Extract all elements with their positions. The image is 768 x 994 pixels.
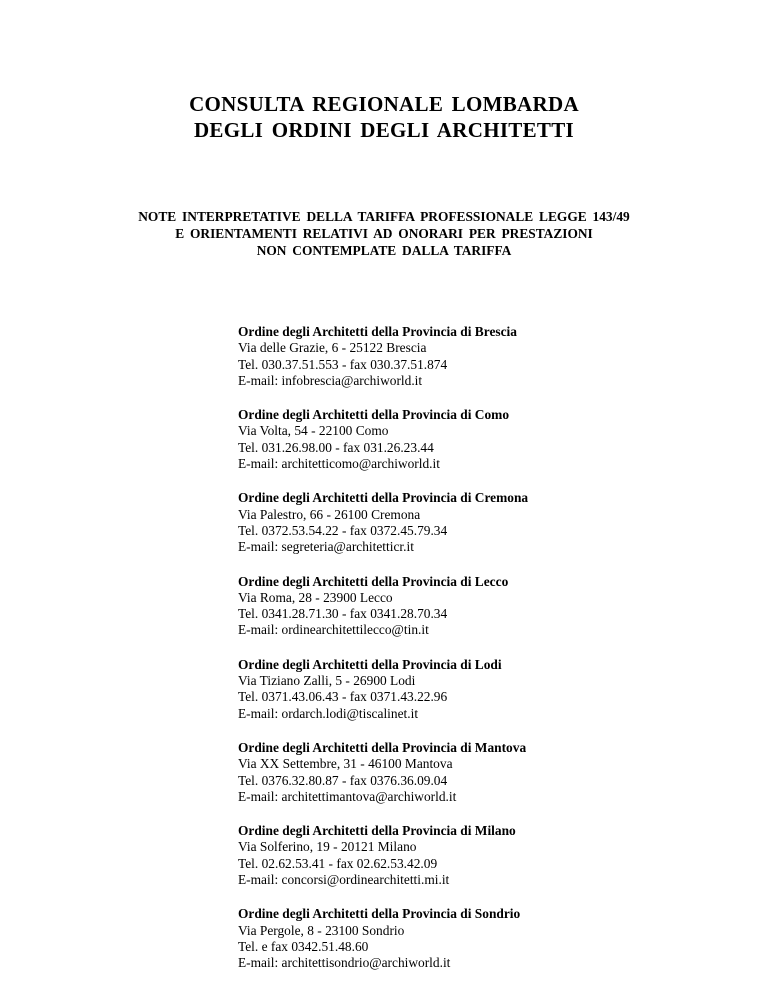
office-address: Via delle Grazie, 6 - 25122 Brescia xyxy=(238,340,427,356)
office-entry xyxy=(238,490,718,555)
office-address: Via Tiziano Zalli, 5 - 26900 Lodi xyxy=(238,673,416,689)
office-phone: Tel. 02.62.53.41 - fax 02.62.53.42.09 xyxy=(238,855,438,871)
office-phone: Tel. 0341.28.71.30 - fax 0341.28.70.34 xyxy=(238,606,448,622)
office-entry xyxy=(238,906,718,971)
office-email: E-mail: ordarch.lodi@tiscalinet.it xyxy=(238,705,419,721)
office-email: E-mail: architetticomo@archiworld.it xyxy=(238,456,440,472)
office-phone: Tel. e fax 0342.51.48.60 xyxy=(238,938,369,954)
document-title xyxy=(0,91,768,143)
office-phone: Tel. 030.37.51.553 - fax 030.37.51.874 xyxy=(238,356,448,372)
office-email: E-mail: architettisondrio@archiworld.it xyxy=(238,955,451,971)
office-entry xyxy=(238,657,718,722)
office-email: E-mail: architettimantova@archiworld.it xyxy=(238,788,457,804)
office-phone: Tel. 0372.53.54.22 - fax 0372.45.79.34 xyxy=(238,522,448,538)
office-name: Ordine degli Architetti della Provincia di Mantova xyxy=(238,739,527,755)
office-entry xyxy=(238,324,718,389)
title-line: DEGLI ORDINI DEGLI ARCHITETTI xyxy=(193,118,575,142)
office-entry xyxy=(238,823,718,888)
office-email: E-mail: concorsi@ordinearchitetti.mi.it xyxy=(238,872,450,888)
office-phone: Tel. 0376.32.80.87 - fax 0376.36.09.04 xyxy=(238,772,448,788)
office-entry xyxy=(238,407,718,472)
office-address: Via Solferino, 19 - 20121 Milano xyxy=(238,839,417,855)
subtitle-line: NON CONTEMPLATE DALLA TARIFFA xyxy=(256,243,512,258)
document-subtitle xyxy=(0,208,768,259)
title-line: CONSULTA REGIONALE LOMBARDA xyxy=(189,92,579,116)
office-email: E-mail: infobrescia@archiworld.it xyxy=(238,372,423,388)
subtitle-line: NOTE INTERPRETATIVE DELLA TARIFFA PROFESSIONALE LEGGE 143/49 xyxy=(138,209,630,224)
office-address: Via Roma, 28 - 23900 Lecco xyxy=(238,589,393,605)
office-address: Via Volta, 54 - 22100 Como xyxy=(238,423,389,439)
office-name: Ordine degli Architetti della Provincia di Milano xyxy=(238,823,516,839)
office-list xyxy=(238,324,718,990)
office-name: Ordine degli Architetti della Provincia di Brescia xyxy=(238,324,517,339)
office-name: Ordine degli Architetti della Provincia di Lodi xyxy=(238,656,502,672)
office-address: Via Palestro, 66 - 26100 Cremona xyxy=(238,506,421,522)
office-address: Via Pergole, 8 - 23100 Sondrio xyxy=(238,922,405,938)
office-entry xyxy=(238,740,718,805)
office-name: Ordine degli Architetti della Provincia di Lecco xyxy=(238,573,509,589)
office-phone: Tel. 031.26.98.00 - fax 031.26.23.44 xyxy=(238,439,434,455)
office-name: Ordine degli Architetti della Provincia di Como xyxy=(238,407,510,423)
office-phone: Tel. 0371.43.06.43 - fax 0371.43.22.96 xyxy=(238,689,448,705)
office-name: Ordine degli Architetti della Provincia di Sondrio xyxy=(238,906,521,922)
office-address: Via XX Settembre, 31 - 46100 Mantova xyxy=(238,756,453,772)
subtitle-line: E ORIENTAMENTI RELATIVI AD ONORARI PER PRESTAZIONI xyxy=(175,226,593,241)
office-entry xyxy=(238,574,718,639)
office-email: E-mail: segreteria@architetticr.it xyxy=(238,539,414,555)
office-email: E-mail: ordinearchitettilecco@tin.it xyxy=(238,622,429,638)
office-name: Ordine degli Architetti della Provincia di Cremona xyxy=(238,490,529,506)
